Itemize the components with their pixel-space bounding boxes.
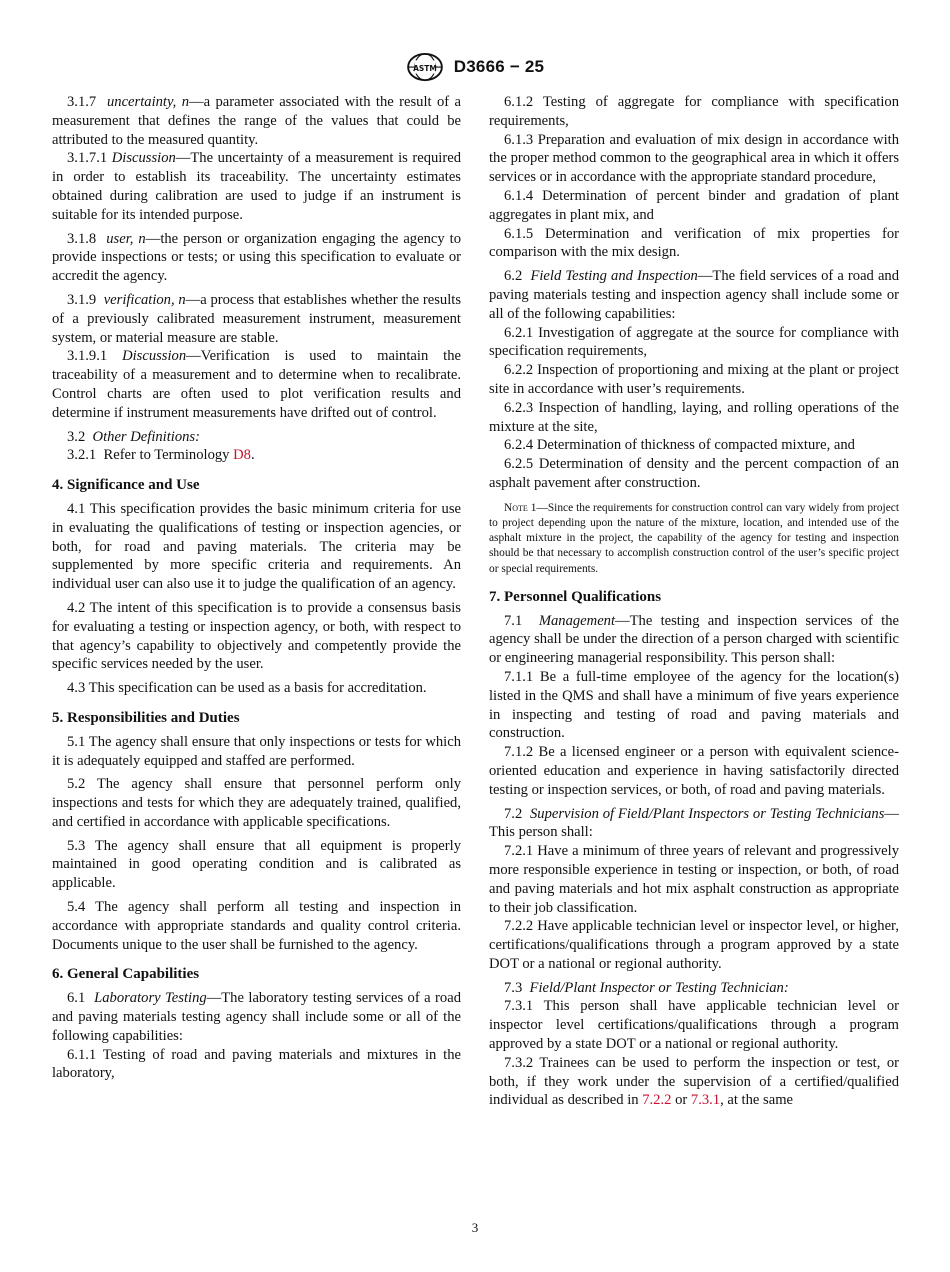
para-5-2: 5.2 The agency shall ensure that personnel perform only inspections and tests for which they are adequately trained, qualified, and certified in accordance with applicable specifications. (52, 776, 461, 830)
para-4-2: 4.2 The intent of this specification is to provide a consensus basis for evaluating a testing or inspection agency, or both, with respect to that agency’s capability to objectively and competently provide the specific services needed by the user. (52, 599, 461, 673)
para-3-1-7-1: 3.1.7.1 Discussion—The uncertainty of a measurement is required in order to establish its traceability. The uncertainty estimates obtained during calibration are used to judge if an instrument is suitable for its intended purpose. (52, 150, 461, 223)
para-7-3: 7.3 Field/Plant Inspector or Testing Technician: (504, 979, 789, 996)
para-3-1-9: 3.1.9 verification, n—a process that establishes whether the results of a previously calibrated measurement instrument, measurement system, or material measure are stable. (52, 291, 462, 346)
para-3-1-7: 3.1.7 uncertainty, n—a parameter associated with the result of a measurement that defines the range of the values that could be attributed to the measured quantity. (52, 94, 461, 148)
ref-link-7-3-1[interactable]: 7.3.1 (690, 1092, 721, 1109)
para-6-2-2: 6.2.2 Inspection of proportioning and mixing at the plant or project site in accordance with user’s requirements. (489, 362, 899, 397)
para-7-3-1: 7.3.1 This person shall have applicable technician level or inspector level certifications/qualifications through a program approved by a state DOT or a national or regional authority. (489, 998, 899, 1053)
para-4-3: 4.3 This specification can be used as a basis for accreditation. (67, 680, 427, 697)
para-6-2: 6.2 Field Testing and Inspection—The field services of a road and paving materials testing and inspection agency shall include some or all of the following capabilities: (489, 268, 900, 322)
para-5-3: 5.3 The agency shall ensure that all equipment is properly maintained in good operating condition and is calibrated as applicable. (52, 837, 461, 892)
section-heading-6: 6. General Capabilities (52, 966, 200, 983)
para-5-1: 5.1 The agency shall ensure that only inspections or tests for which it is adequately equipped and staffed are performed. (52, 733, 461, 769)
section-heading-4: 4. Significance and Use (52, 477, 200, 494)
para-6-1-3: 6.1.3 Preparation and evaluation of mix design in accordance with the proper method common to the geographical area in which it offers services or in accordance with the appropriate standard procedure, (489, 131, 899, 186)
para-4-1: 4.1 This specification provides the basic minimum criteria for use in evaluating the qualifications of testing or inspection agencies, or both, for road and paving materials. The criteria may be supplemented by more specific criteria and requirements. An individual user can also use it to judge the qualification of an agency. (52, 500, 461, 593)
para-7-2-1: 7.2.1 Have a minimum of three years of relevant and progressively more responsible experience in testing or inspection, or both, of road and paving materials and hot mix asphalt construction as appropriate to their job classification. (489, 843, 899, 916)
note-1: Note 1—Since the requirements for construction control can vary widely from project to project depending upon the nature of the mixture, location, and intended use of the asphalt mixture in the project, the capability of the agency for testing and inspection should be that necessary to accomplish construction control of the user’s specific project or special requirements. (489, 501, 899, 575)
para-3-1-9-1: 3.1.9.1 Discussion—Verification is used to maintain the traceability of a measurement and to determine when to recalibrate. Control charts are often used to plot verification results and determine if instrument measurements have drifted out of control. (52, 348, 461, 421)
para-7-1-2: 7.1.2 Be a licensed engineer or a person with equivalent science-oriented education and experience in having satisfactorily directed testing or inspection services, or both, of road and paving materials. (489, 744, 899, 798)
para-6-1-1: 6.1.1 Testing of road and paving materials and mixtures in the laboratory, (52, 1046, 461, 1082)
para-7-2: 7.2 Supervision of Field/Plant Inspectors or Testing Technicians—This person shall: (489, 805, 900, 841)
section-heading-7: 7. Personnel Qualifications (489, 588, 662, 605)
note-label: Note 1 (504, 501, 537, 514)
left-column (52, 93, 461, 1083)
ref-link-d8[interactable]: D8 (233, 447, 251, 464)
section-heading-5: 5. Responsibilities and Duties (52, 709, 240, 726)
document-id: D3666 − 25 (453, 57, 545, 76)
para-5-4: 5.4 The agency shall perform all testing and inspection in accordance with appropriate standards and quality control criteria. Documents unique to the user shall be furnished to the agency. (52, 899, 461, 953)
para-6-2-1: 6.2.1 Investigation of aggregate at the source for compliance with specification requirements, (489, 324, 899, 360)
para-6-2-3: 6.2.3 Inspection of handling, laying, and rolling operations of the mixture at the site, (489, 399, 899, 435)
para-3-2: 3.2 Other Definitions: (67, 428, 200, 445)
para-6-2-4: 6.2.4 Determination of thickness of compacted mixture, and (504, 437, 855, 454)
para-6-1-4: 6.1.4 Determination of percent binder and gradation of plant aggregates in plant mix, and (489, 187, 899, 223)
para-7-3-2: 7.3.2 Trainees can be used to perform the inspection or test, or both, if they work under the supervision of a certified/qualified individual as described in 7.2.2 or 7.3.1, at the same (489, 1054, 899, 1109)
para-6-2-5: 6.2.5 Determination of density and the percent compaction of an asphalt pavement after construction. (489, 456, 899, 491)
svg-text:ASTM: ASTM (412, 63, 437, 73)
para-6-1-5: 6.1.5 Determination and verification of mix properties for comparison with the mix design. (489, 225, 899, 261)
para-7-1-1: 7.1.1 Be a full-time employee of the agency for the location(s) listed in the QMS and shall have a minimum of five years experience in inspecting and testing of road and paving materials and construction. (489, 668, 899, 742)
page-number: 3 (471, 1220, 479, 1235)
para-6-1: 6.1 Laboratory Testing—The laboratory testing services of a road and paving materials testing agency shall include some or all of the following capabilities: (52, 990, 461, 1044)
para-7-1: 7.1 Management—The testing and inspection services of the agency shall be under the direction of a person charged with scientific or engineering managerial responsibility. This person shall: (489, 612, 899, 667)
para-3-1-8: 3.1.8 user, n—the person or organization engaging the agency to provide inspections or tests; or using this specification to evaluate or accredit the agency. (52, 230, 462, 285)
right-column (489, 93, 899, 1110)
para-3-2-1: 3.2.1 Refer to Terminology D8. (67, 447, 255, 464)
astm-logo-icon (406, 52, 444, 82)
ref-link-7-2-2[interactable]: 7.2.2 (642, 1092, 672, 1109)
para-6-1-2: 6.1.2 Testing of aggregate for compliance with specification requirements, (489, 94, 899, 129)
para-7-2-2: 7.2.2 Have applicable technician level or inspector level, or higher, certifications/qualifications through a program approved by a state DOT or a national or regional authority. (489, 918, 899, 972)
page-header (0, 52, 950, 84)
